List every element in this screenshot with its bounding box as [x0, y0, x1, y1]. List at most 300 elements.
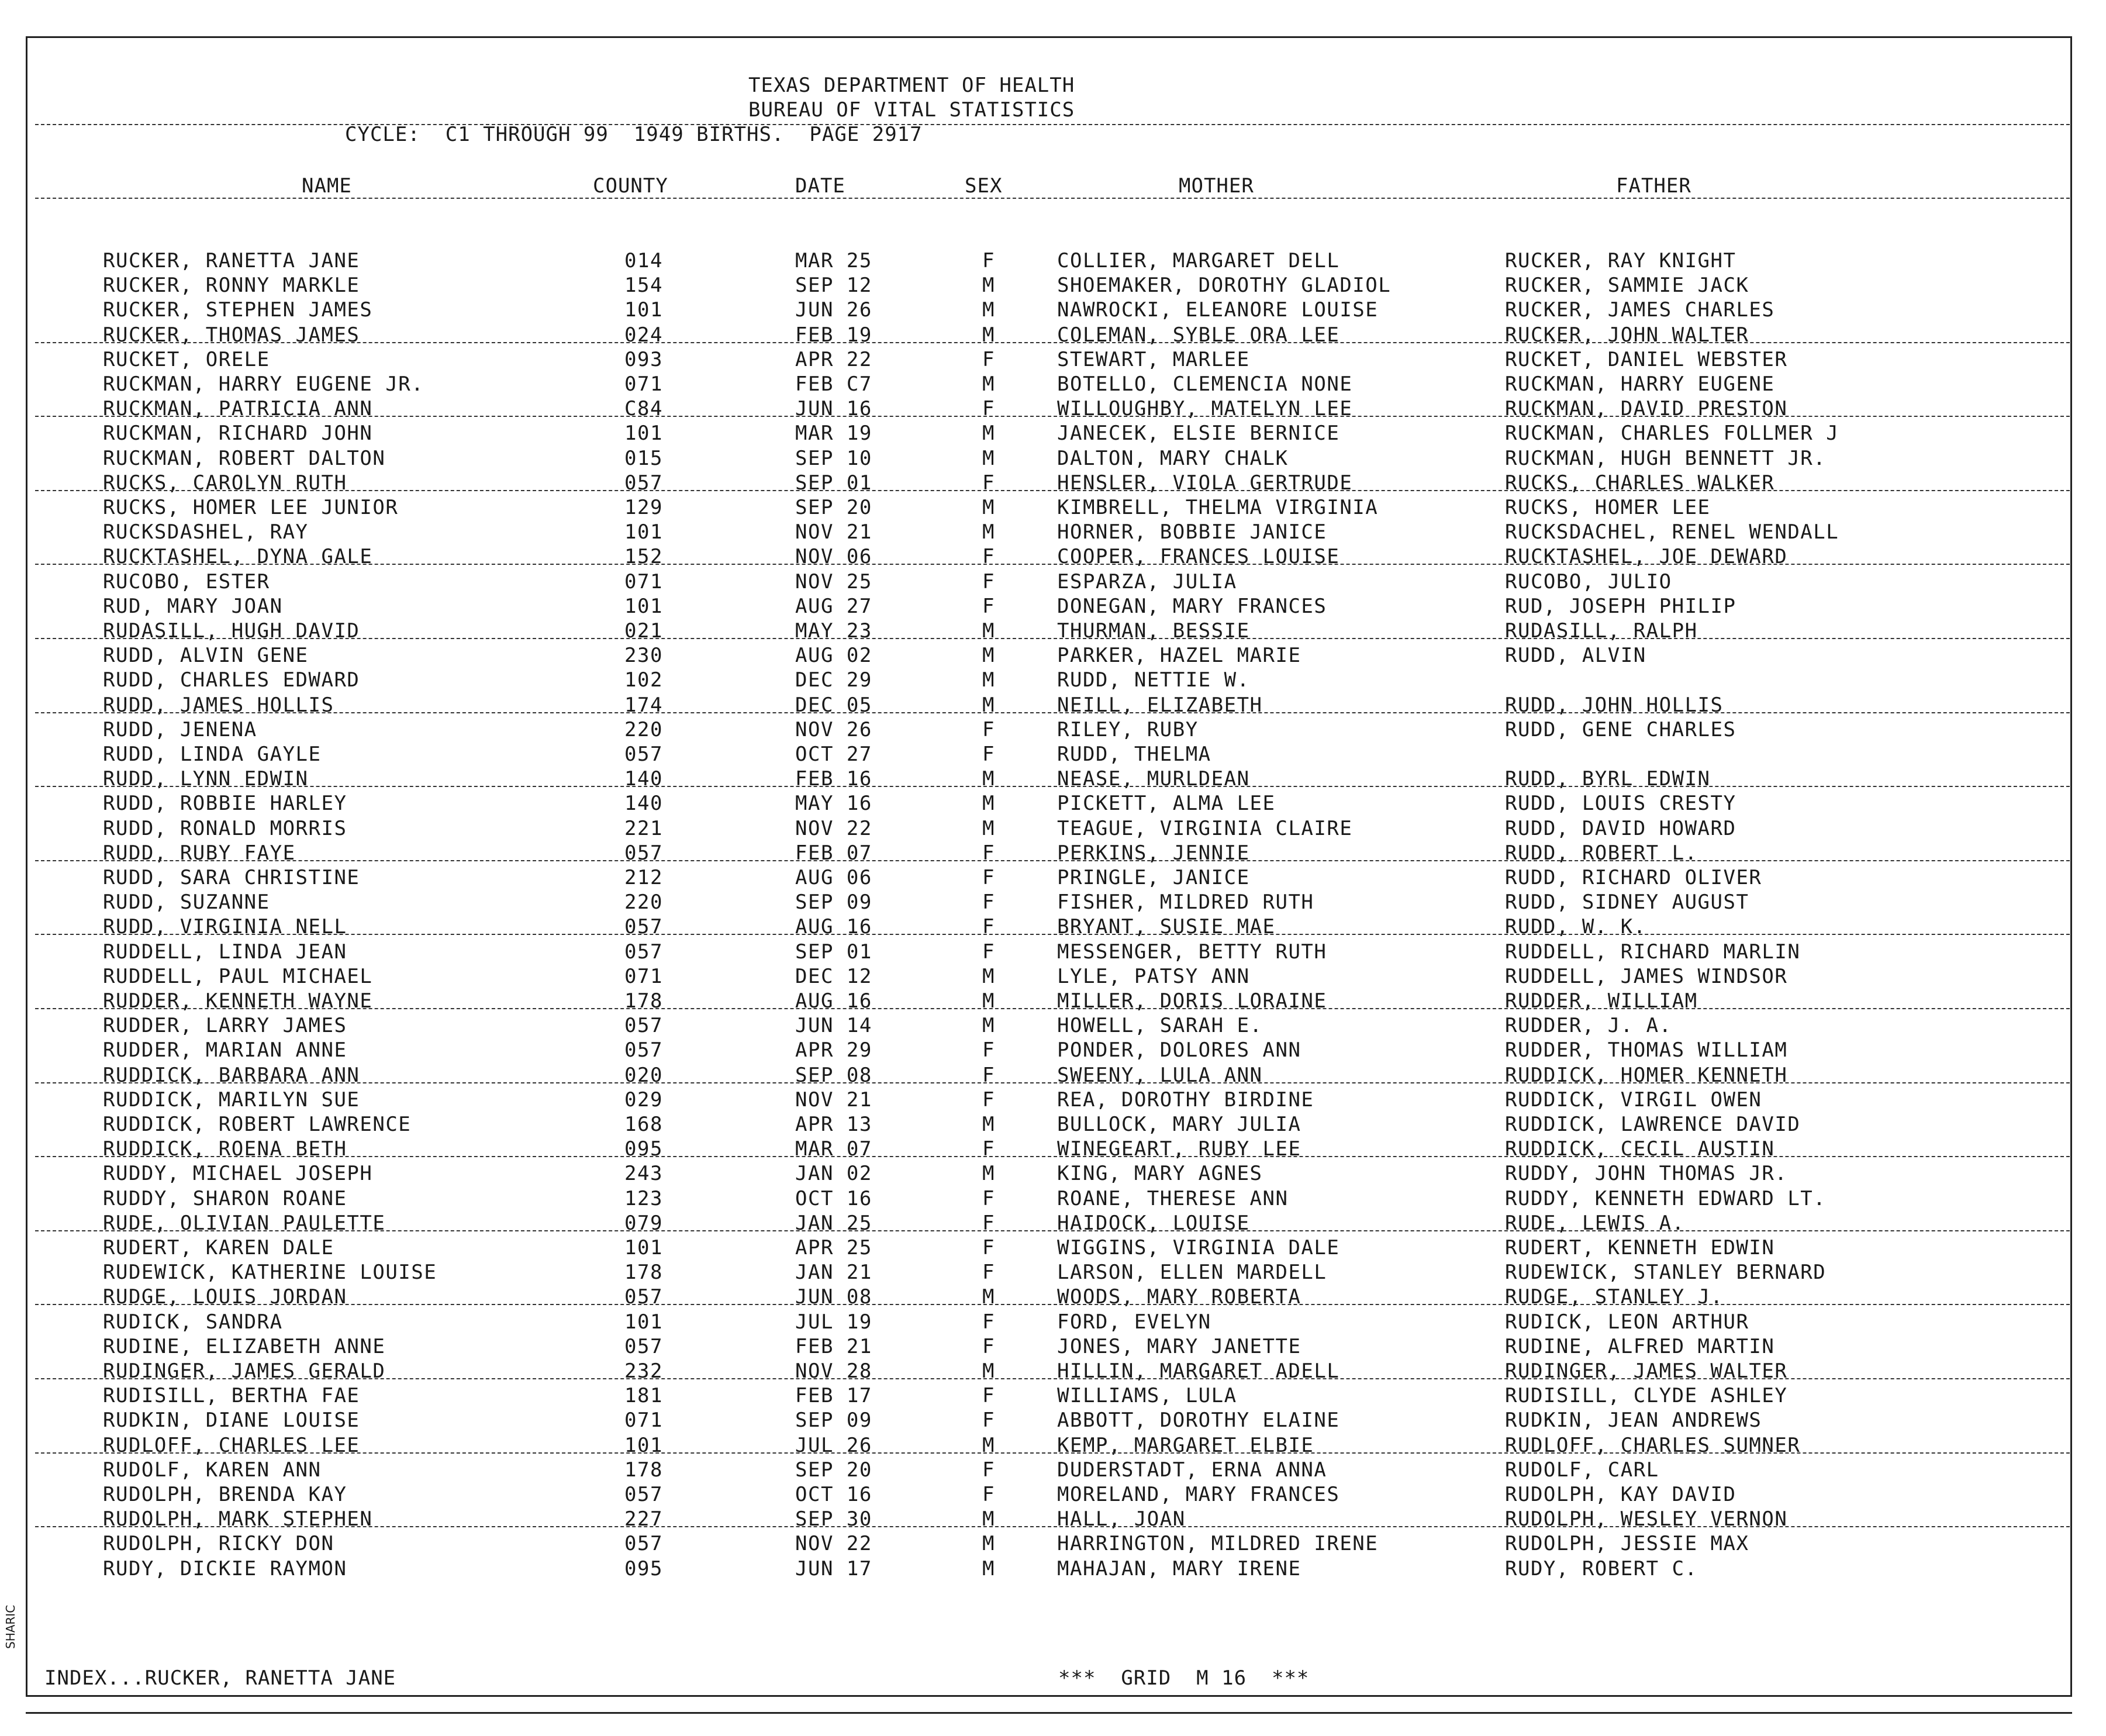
- table-row: [0, 1014, 2106, 1038]
- table-row: [0, 866, 2106, 891]
- cell-sex: M: [982, 1014, 995, 1038]
- cell-date: OCT 16: [795, 1483, 872, 1506]
- cell-sex: M: [982, 792, 995, 816]
- cell-father: RUDD, RICHARD OLIVER: [1505, 866, 1762, 889]
- cell-name: RUDDY, MICHAEL JOSEPH: [103, 1162, 373, 1186]
- cell-mother: SWEENY, LULA ANN: [1057, 1063, 1263, 1087]
- cell-mother: WIGGINS, VIRGINIA DALE: [1057, 1236, 1340, 1259]
- cell-name: RUDDELL, LINDA JEAN: [103, 940, 347, 964]
- cell-mother: STEWART, MARLEE: [1057, 347, 1250, 371]
- table-row: [0, 1310, 2106, 1335]
- cell-county: 071: [624, 570, 663, 593]
- cell-county: 101: [624, 520, 663, 544]
- cell-name: RUCKER, STEPHEN JAMES: [103, 298, 373, 322]
- cell-name: RUDD, RONALD MORRIS: [103, 816, 347, 840]
- cell-name: RUDOLPH, RICKY DON: [103, 1532, 334, 1556]
- table-row: [0, 841, 2106, 866]
- cell-name: RUCKMAN, ROBERT DALTON: [103, 446, 386, 470]
- cell-father: RUDD, GENE CHARLES: [1505, 717, 1736, 741]
- table-row: [0, 1137, 2106, 1162]
- cell-sex: M: [982, 693, 995, 717]
- cell-name: RUDISILL, BERTHA FAE: [103, 1384, 360, 1408]
- cell-date: SEP 10: [795, 446, 872, 470]
- cell-father: RUDERT, KENNETH EDWIN: [1505, 1236, 1775, 1259]
- cell-father: RUCKS, HOMER LEE: [1505, 496, 1711, 519]
- cell-sex: F: [982, 1063, 995, 1087]
- cell-name: RUDICK, SANDRA: [103, 1310, 283, 1334]
- cell-sex: F: [982, 1186, 995, 1210]
- cell-county: 243: [624, 1162, 663, 1186]
- cell-sex: M: [982, 816, 995, 840]
- cell-father: RUDINE, ALFRED MARTIN: [1505, 1334, 1775, 1358]
- cell-mother: DONEGAN, MARY FRANCES: [1057, 594, 1327, 618]
- row-group-divider: [35, 1008, 2070, 1009]
- cell-name: RUDD, VIRGINIA NELL: [103, 915, 347, 939]
- cell-sex: M: [982, 989, 995, 1013]
- cell-sex: M: [982, 1433, 995, 1457]
- cell-date: JUN 08: [795, 1285, 872, 1309]
- cell-father: RUCKMAN, HARRY EUGENE: [1505, 372, 1775, 396]
- table-row: [0, 397, 2106, 422]
- cell-county: 071: [624, 372, 663, 396]
- cell-date: SEP 08: [795, 1063, 872, 1087]
- cell-name: RUCKMAN, HARRY EUGENE JR.: [103, 372, 424, 396]
- cell-date: JUN 16: [795, 397, 872, 421]
- cell-name: RUDDICK, ROENA BETH: [103, 1137, 347, 1161]
- cell-name: RUCKMAN, PATRICIA ANN: [103, 397, 373, 421]
- cell-sex: F: [982, 891, 995, 914]
- cell-date: SEP 12: [795, 274, 872, 298]
- table-row: [0, 1532, 2106, 1556]
- cell-county: 220: [624, 891, 663, 914]
- cell-name: RUDD, ALVIN GENE: [103, 644, 309, 668]
- cell-county: 152: [624, 545, 663, 569]
- cell-county: 057: [624, 1285, 663, 1309]
- cell-father: RUDD, LOUIS CRESTY: [1505, 792, 1736, 816]
- cell-date: FEB 19: [795, 323, 872, 347]
- cell-mother: COLLIER, MARGARET DELL: [1057, 249, 1340, 272]
- cell-mother: HARRINGTON, MILDRED IRENE: [1057, 1532, 1379, 1556]
- cell-date: JUL 26: [795, 1433, 872, 1457]
- row-group-divider: [35, 638, 2070, 639]
- table-row: [0, 1162, 2106, 1186]
- cell-father: RUDDER, J. A.: [1505, 1014, 1672, 1038]
- cell-name: RUCKS, HOMER LEE JUNIOR: [103, 496, 399, 519]
- cell-mother: COOPER, FRANCES LOUISE: [1057, 545, 1340, 569]
- cell-mother: LYLE, PATSY ANN: [1057, 964, 1250, 988]
- cell-father: RUCKMAN, HUGH BENNETT JR.: [1505, 446, 1827, 470]
- cell-county: 101: [624, 1236, 663, 1259]
- cell-county: 232: [624, 1359, 663, 1383]
- cell-date: SEP 20: [795, 496, 872, 519]
- cell-mother: WINEGEART, RUBY LEE: [1057, 1137, 1301, 1161]
- cell-date: NOV 26: [795, 717, 872, 741]
- cell-county: 057: [624, 1038, 663, 1062]
- cell-mother: KIMBRELL, THELMA VIRGINIA: [1057, 496, 1379, 519]
- table-row: [0, 1064, 2106, 1088]
- cell-date: AUG 16: [795, 989, 872, 1013]
- cell-sex: M: [982, 520, 995, 544]
- cell-name: RUDD, SARA CHRISTINE: [103, 866, 360, 889]
- table-row: [0, 372, 2106, 397]
- cell-date: FEB 21: [795, 1334, 872, 1358]
- cell-county: 079: [624, 1211, 663, 1235]
- cell-name: RUDDY, SHARON ROANE: [103, 1186, 347, 1210]
- cell-mother: NEILL, ELIZABETH: [1057, 693, 1263, 717]
- cell-mother: ROANE, THERESE ANN: [1057, 1186, 1289, 1210]
- cell-mother: RILEY, RUBY: [1057, 717, 1199, 741]
- table-row: [0, 1212, 2106, 1236]
- cell-name: RUDINE, ELIZABETH ANNE: [103, 1334, 386, 1358]
- table-row: [0, 792, 2106, 816]
- cell-name: RUDD, RUBY FAYE: [103, 841, 296, 865]
- cell-father: RUDOLPH, KAY DAVID: [1505, 1483, 1736, 1506]
- cell-sex: F: [982, 940, 995, 964]
- cell-county: 021: [624, 619, 663, 643]
- cell-sex: F: [982, 1038, 995, 1062]
- cell-name: RUCOBO, ESTER: [103, 570, 270, 593]
- cell-county: 101: [624, 422, 663, 446]
- cell-name: RUDD, JAMES HOLLIS: [103, 693, 334, 717]
- cell-mother: JANECEK, ELSIE BERNICE: [1057, 422, 1340, 446]
- row-group-divider: [35, 564, 2070, 565]
- table-row: [0, 496, 2106, 520]
- cell-name: RUDD, JENENA: [103, 717, 257, 741]
- row-group-divider: [35, 934, 2070, 935]
- cell-sex: F: [982, 347, 995, 371]
- table-row: [0, 1507, 2106, 1532]
- row-group-divider: [35, 342, 2070, 343]
- cell-mother: TEAGUE, VIRGINIA CLAIRE: [1057, 816, 1353, 840]
- cell-date: DEC 12: [795, 964, 872, 988]
- cell-date: MAY 16: [795, 792, 872, 816]
- cell-sex: M: [982, 1532, 995, 1556]
- cell-mother: SHOEMAKER, DOROTHY GLADIOL: [1057, 274, 1392, 298]
- cell-sex: F: [982, 397, 995, 421]
- cell-mother: KEMP, MARGARET ELBIE: [1057, 1433, 1314, 1457]
- cell-county: 102: [624, 668, 663, 692]
- cell-father: RUCKMAN, CHARLES FOLLMER J: [1505, 422, 1839, 446]
- row-group-divider: [35, 1378, 2070, 1379]
- cell-county: 181: [624, 1384, 663, 1408]
- cell-name: RUCKET, ORELE: [103, 347, 270, 371]
- cell-name: RUCKER, THOMAS JAMES: [103, 323, 360, 347]
- cell-date: OCT 27: [795, 743, 872, 766]
- cell-name: RUDDELL, PAUL MICHAEL: [103, 964, 373, 988]
- cell-mother: PARKER, HAZEL MARIE: [1057, 644, 1301, 668]
- cell-father: RUDDICK, HOMER KENNETH: [1505, 1063, 1788, 1087]
- cell-date: JUN 14: [795, 1014, 872, 1038]
- table-row: [0, 767, 2106, 792]
- table-row: [0, 1261, 2106, 1285]
- cell-mother: REA, DOROTHY BIRDINE: [1057, 1088, 1314, 1112]
- cell-mother: MAHAJAN, MARY IRENE: [1057, 1556, 1301, 1580]
- cell-name: RUCKSDASHEL, RAY: [103, 520, 309, 544]
- cell-sex: F: [982, 594, 995, 618]
- cell-sex: M: [982, 1162, 995, 1186]
- cell-county: 140: [624, 767, 663, 791]
- cell-date: SEP 09: [795, 891, 872, 914]
- cell-date: JAN 02: [795, 1162, 872, 1186]
- cell-mother: NEASE, MURLDEAN: [1057, 767, 1250, 791]
- cell-father: RUDINGER, JAMES WALTER: [1505, 1359, 1788, 1383]
- cell-sex: M: [982, 1507, 995, 1531]
- cell-sex: M: [982, 274, 995, 298]
- cell-date: JAN 21: [795, 1261, 872, 1285]
- table-row: [0, 693, 2106, 718]
- cell-mother: HORNER, BOBBIE JANICE: [1057, 520, 1327, 544]
- cell-father: RUDD, ALVIN: [1505, 644, 1646, 668]
- table-row: [0, 891, 2106, 915]
- cell-name: RUDLOFF, CHARLES LEE: [103, 1433, 360, 1457]
- table-row: [0, 1113, 2106, 1137]
- table-row: [0, 1434, 2106, 1458]
- cell-mother: NAWROCKI, ELEANORE LOUISE: [1057, 298, 1379, 322]
- table-row: [0, 422, 2106, 446]
- cell-sex: M: [982, 446, 995, 470]
- cell-date: FEB 07: [795, 841, 872, 865]
- cell-father: RUCKER, RAY KNIGHT: [1505, 249, 1736, 272]
- cell-sex: F: [982, 1211, 995, 1235]
- side-label: SHARIC: [4, 1604, 18, 1649]
- cell-mother: RUDD, THELMA: [1057, 743, 1211, 766]
- table-row: [0, 644, 2106, 668]
- cell-date: DEC 05: [795, 693, 872, 717]
- table-row: [0, 1236, 2106, 1261]
- cell-sex: F: [982, 717, 995, 741]
- cell-county: 014: [624, 249, 663, 272]
- cell-mother: WOODS, MARY ROBERTA: [1057, 1285, 1301, 1309]
- cell-name: RUDD, SUZANNE: [103, 891, 270, 914]
- table-row: [0, 940, 2106, 965]
- cell-mother: FORD, EVELYN: [1057, 1310, 1211, 1334]
- cell-father: RUDD, JOHN HOLLIS: [1505, 693, 1724, 717]
- cell-father: RUDOLPH, WESLEY VERNON: [1505, 1507, 1788, 1531]
- cell-sex: M: [982, 644, 995, 668]
- cell-sex: F: [982, 1384, 995, 1408]
- cell-mother: THURMAN, BESSIE: [1057, 619, 1250, 643]
- table-row: [0, 1483, 2106, 1507]
- cell-father: RUCKS, CHARLES WALKER: [1505, 471, 1775, 495]
- cell-county: 057: [624, 915, 663, 939]
- col-head-name: NAME: [302, 174, 352, 198]
- cell-county: 095: [624, 1137, 663, 1161]
- table-row: [0, 1088, 2106, 1113]
- row-group-divider: [35, 490, 2070, 491]
- cell-mother: HALL, JOAN: [1057, 1507, 1186, 1531]
- cell-father: RUDE, LEWIS A.: [1505, 1211, 1685, 1235]
- table-row: [0, 323, 2106, 348]
- cell-date: MAR 07: [795, 1137, 872, 1161]
- cell-name: RUDY, DICKIE RAYMON: [103, 1556, 347, 1580]
- cell-father: RUCKET, DANIEL WEBSTER: [1505, 347, 1788, 371]
- cell-county: 057: [624, 1334, 663, 1358]
- cell-county: 095: [624, 1556, 663, 1580]
- cell-father: RUCKER, JOHN WALTER: [1505, 323, 1749, 347]
- cell-name: RUDD, LYNN EDWIN: [103, 767, 309, 791]
- cell-mother: DALTON, MARY CHALK: [1057, 446, 1289, 470]
- cell-sex: M: [982, 1285, 995, 1309]
- row-group-divider: [35, 712, 2070, 713]
- cell-county: 101: [624, 298, 663, 322]
- cell-date: AUG 27: [795, 594, 872, 618]
- cell-mother: HILLIN, MARGARET ADELL: [1057, 1359, 1340, 1383]
- cell-date: NOV 21: [795, 520, 872, 544]
- table-row: [0, 1038, 2106, 1063]
- cell-father: RUDD, DAVID HOWARD: [1505, 816, 1736, 840]
- cell-date: MAR 19: [795, 422, 872, 446]
- table-row: [0, 915, 2106, 940]
- cell-county: 057: [624, 841, 663, 865]
- cell-county: 101: [624, 1433, 663, 1457]
- cell-mother: JONES, MARY JANETTE: [1057, 1334, 1301, 1358]
- cell-sex: F: [982, 1088, 995, 1112]
- cell-date: APR 25: [795, 1236, 872, 1259]
- cell-county: 071: [624, 964, 663, 988]
- cell-county: 154: [624, 274, 663, 298]
- table-row: [0, 619, 2106, 644]
- cell-sex: F: [982, 471, 995, 495]
- cell-date: NOV 22: [795, 1532, 872, 1556]
- cell-father: RUDDY, JOHN THOMAS JR.: [1505, 1162, 1788, 1186]
- cell-name: RUCKER, RANETTA JANE: [103, 249, 360, 272]
- cell-county: 101: [624, 594, 663, 618]
- cell-sex: M: [982, 767, 995, 791]
- cell-sex: M: [982, 323, 995, 347]
- grid-footer: *** GRID M 16 ***: [1058, 1666, 1310, 1690]
- cell-mother: DUDERSTADT, ERNA ANNA: [1057, 1458, 1327, 1482]
- cell-name: RUDE, OLIVIAN PAULETTE: [103, 1211, 386, 1235]
- cell-name: RUDERT, KAREN DALE: [103, 1236, 334, 1259]
- cell-county: 024: [624, 323, 663, 347]
- cell-name: RUDEWICK, KATHERINE LOUISE: [103, 1261, 437, 1285]
- cell-sex: M: [982, 372, 995, 396]
- cell-mother: PRINGLE, JANICE: [1057, 866, 1250, 889]
- cell-county: 015: [624, 446, 663, 470]
- cell-date: MAY 23: [795, 619, 872, 643]
- cell-father: RUCKER, SAMMIE JACK: [1505, 274, 1749, 298]
- cell-sex: F: [982, 1261, 995, 1285]
- cell-name: RUCKER, RONNY MARKLE: [103, 274, 360, 298]
- cell-sex: F: [982, 1137, 995, 1161]
- col-head-date: DATE: [795, 174, 845, 198]
- cell-sex: M: [982, 298, 995, 322]
- table-row: [0, 718, 2106, 743]
- table-row: [0, 1359, 2106, 1384]
- bureau-title: BUREAU OF VITAL STATISTICS: [748, 98, 1075, 122]
- cell-sex: F: [982, 915, 995, 939]
- cell-mother: MESSENGER, BETTY RUTH: [1057, 940, 1327, 964]
- cell-father: RUDDICK, CECIL AUSTIN: [1505, 1137, 1775, 1161]
- cell-sex: F: [982, 1334, 995, 1358]
- cell-county: 020: [624, 1063, 663, 1087]
- cell-father: RUDDY, KENNETH EDWARD LT.: [1505, 1186, 1827, 1210]
- table-row: [0, 743, 2106, 767]
- cell-date: JAN 25: [795, 1211, 872, 1235]
- cell-date: FEB C7: [795, 372, 872, 396]
- cell-date: SEP 01: [795, 940, 872, 964]
- cell-date: JUN 26: [795, 298, 872, 322]
- cell-date: SEP 30: [795, 1507, 872, 1531]
- cell-father: RUDDICK, LAWRENCE DAVID: [1505, 1113, 1801, 1136]
- cell-name: RUDDER, LARRY JAMES: [103, 1014, 347, 1038]
- cell-father: RUDDELL, JAMES WINDSOR: [1505, 964, 1788, 988]
- cell-father: RUDKIN, JEAN ANDREWS: [1505, 1409, 1762, 1433]
- cell-county: 178: [624, 989, 663, 1013]
- row-group-divider: [35, 1082, 2070, 1083]
- cell-date: NOV 06: [795, 545, 872, 569]
- cell-name: RUCKS, CAROLYN RUTH: [103, 471, 347, 495]
- cell-sex: F: [982, 743, 995, 766]
- cell-date: SEP 01: [795, 471, 872, 495]
- cell-sex: M: [982, 422, 995, 446]
- table-row: [0, 545, 2106, 570]
- cell-county: 178: [624, 1261, 663, 1285]
- cell-county: 057: [624, 471, 663, 495]
- cell-sex: M: [982, 964, 995, 988]
- cell-name: RUDGE, LOUIS JORDAN: [103, 1285, 347, 1309]
- cell-name: RUDDER, KENNETH WAYNE: [103, 989, 373, 1013]
- cell-mother: PICKETT, ALMA LEE: [1057, 792, 1276, 816]
- cell-father: RUDDELL, RICHARD MARLIN: [1505, 940, 1801, 964]
- table-row: [0, 1187, 2106, 1212]
- row-group-divider: [35, 860, 2070, 861]
- cell-sex: M: [982, 1556, 995, 1580]
- cell-name: RUDDER, MARIAN ANNE: [103, 1038, 347, 1062]
- cell-name: RUDOLPH, BRENDA KAY: [103, 1483, 347, 1506]
- cell-sex: M: [982, 619, 995, 643]
- cell-name: RUDD, CHARLES EDWARD: [103, 668, 360, 692]
- cell-father: RUDICK, LEON ARTHUR: [1505, 1310, 1749, 1334]
- cell-date: SEP 09: [795, 1409, 872, 1433]
- table-row: [0, 274, 2106, 298]
- cell-father: RUDY, ROBERT C.: [1505, 1556, 1698, 1580]
- table-row: [0, 570, 2106, 595]
- cell-sex: F: [982, 1236, 995, 1259]
- cell-mother: RUDD, NETTIE W.: [1057, 668, 1250, 692]
- col-head-county: COUNTY: [593, 174, 668, 198]
- cell-mother: PONDER, DOLORES ANN: [1057, 1038, 1301, 1062]
- cell-sex: M: [982, 496, 995, 519]
- cell-father: RUDD, ROBERT L.: [1505, 841, 1698, 865]
- cell-mother: LARSON, ELLEN MARDELL: [1057, 1261, 1327, 1285]
- cell-date: APR 29: [795, 1038, 872, 1062]
- row-group-divider: [35, 1304, 2070, 1305]
- cell-name: RUDOLPH, MARK STEPHEN: [103, 1507, 373, 1531]
- cell-name: RUDKIN, DIANE LOUISE: [103, 1409, 360, 1433]
- cell-father: RUCKER, JAMES CHARLES: [1505, 298, 1775, 322]
- cell-mother: ABBOTT, DOROTHY ELAINE: [1057, 1409, 1340, 1433]
- cell-sex: F: [982, 1409, 995, 1433]
- cell-mother: ESPARZA, JULIA: [1057, 570, 1237, 593]
- cell-sex: F: [982, 841, 995, 865]
- cell-sex: F: [982, 866, 995, 889]
- cell-name: RUDD, LINDA GAYLE: [103, 743, 322, 766]
- cell-name: RUDASILL, HUGH DAVID: [103, 619, 360, 643]
- cell-name: RUDDICK, BARBARA ANN: [103, 1063, 360, 1087]
- cell-date: JUL 19: [795, 1310, 872, 1334]
- cell-father: RUD, JOSEPH PHILIP: [1505, 594, 1736, 618]
- cell-mother: COLEMAN, SYBLE ORA LEE: [1057, 323, 1340, 347]
- cycle-line: CYCLE: C1 THROUGH 99 1949 BIRTHS. PAGE 2917: [345, 123, 923, 146]
- col-head-mother: MOTHER: [1179, 174, 1254, 198]
- row-group-divider: [35, 1452, 2070, 1454]
- cell-mother: HENSLER, VIOLA GERTRUDE: [1057, 471, 1353, 495]
- cell-date: NOV 25: [795, 570, 872, 593]
- cell-father: RUDOLF, CARL: [1505, 1458, 1659, 1482]
- cell-county: 230: [624, 644, 663, 668]
- cell-mother: MILLER, DORIS LORAINE: [1057, 989, 1327, 1013]
